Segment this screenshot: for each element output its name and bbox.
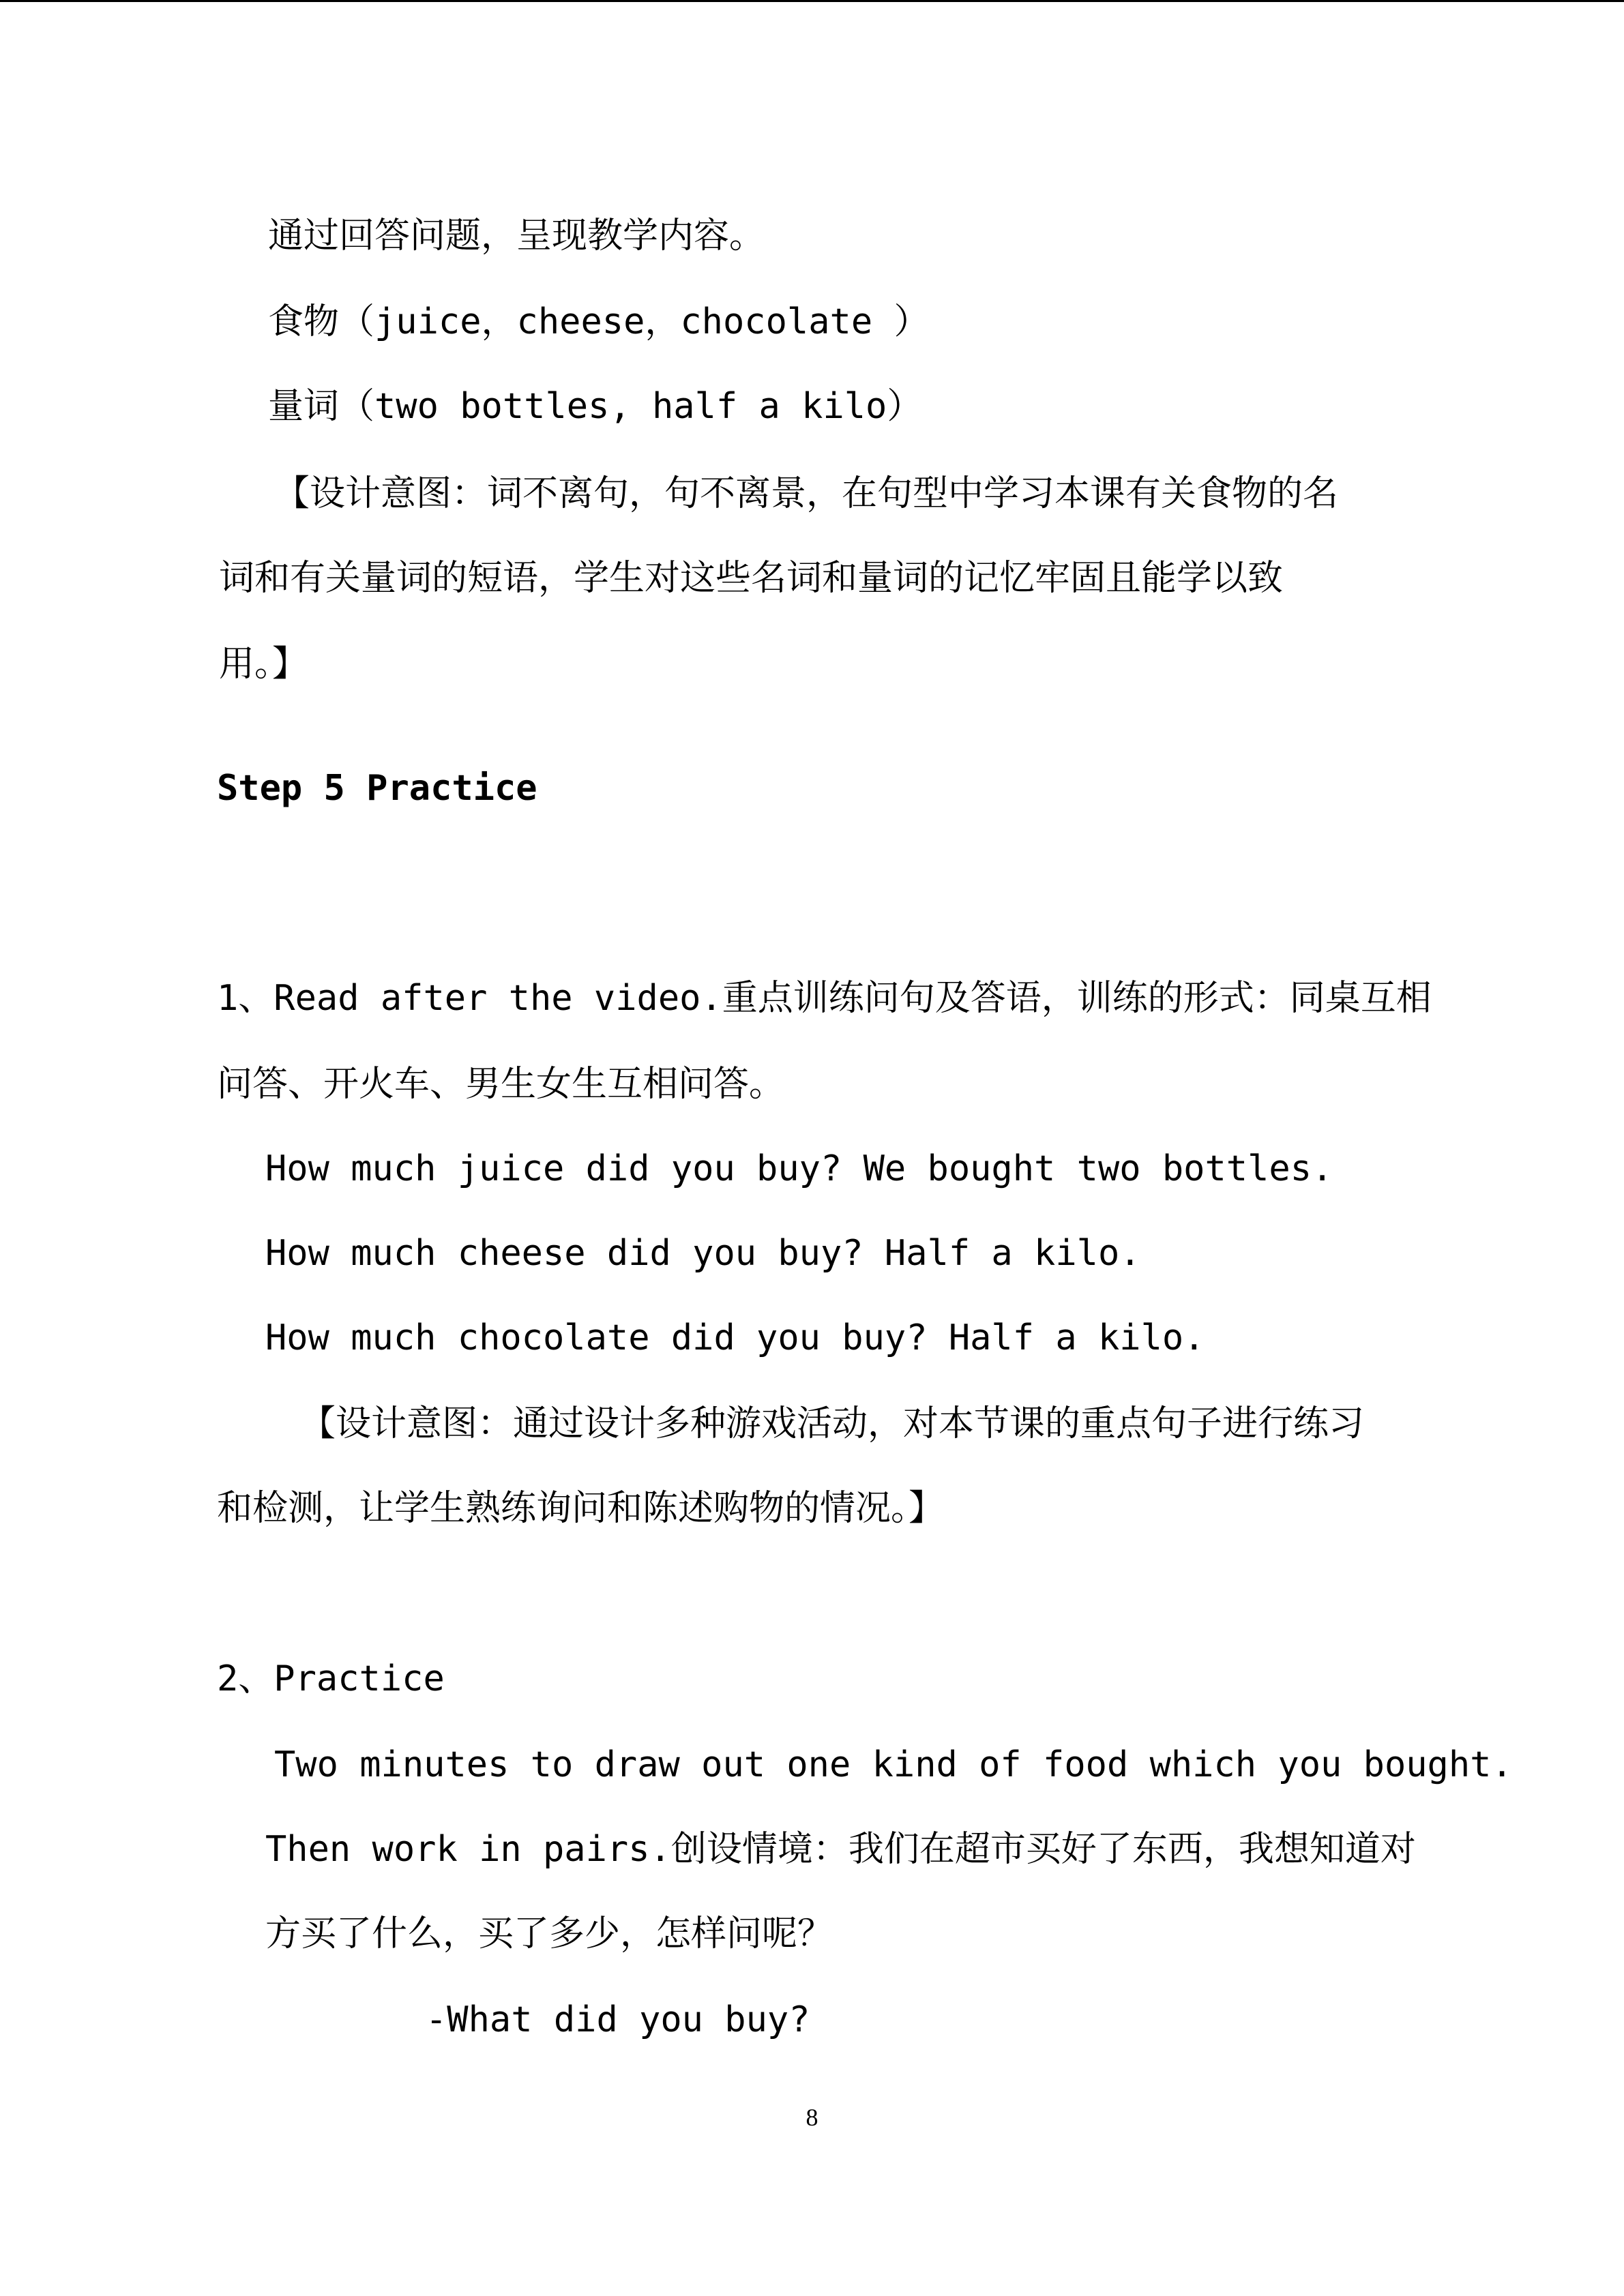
intro-line: 通过回答问题，呈现教学内容。 bbox=[268, 215, 765, 256]
item-1-line-2: 问答、开火车、男生女生互相问答。 bbox=[217, 1064, 785, 1105]
page-number: 8 bbox=[806, 2104, 818, 2131]
food-nouns-line: 食物（juice，cheese，chocolate ） bbox=[268, 301, 930, 342]
dialogue-cheese: How much cheese did you buy? Half a kilo. bbox=[265, 1233, 1141, 1274]
dialogue-juice: How much juice did you buy? We bought two bottles. bbox=[265, 1148, 1333, 1189]
question-line: -What did you buy? bbox=[426, 1999, 810, 2040]
item-2-line-1: Two minutes to draw out one kind of food which you bought. bbox=[274, 1744, 1513, 1785]
item-2-heading: 2、Practice bbox=[217, 1658, 445, 1699]
page-top-border bbox=[0, 0, 1624, 2]
item-2-line-2: Then work in pairs.创设情境：我们在超市买好了东西，我想知道对 bbox=[265, 1829, 1416, 1870]
item-1-line-1: 1、Read after the video.重点训练问句及答语，训练的形式：同桌互相 bbox=[217, 978, 1432, 1019]
measure-words-line: 量词（two bottles, half a kilo） bbox=[268, 386, 923, 427]
design-note-1-line-3: 用。】 bbox=[219, 644, 308, 685]
design-note-2-line-1: 【设计意图：通过设计多种游戏活动，对本节课的重点句子进行练习 bbox=[300, 1403, 1365, 1444]
design-note-1-line-1: 【设计意图：词不离句，句不离景，在句型中学习本课有关食物的名 bbox=[274, 473, 1339, 514]
item-2-line-3: 方买了什么，买了多少，怎样问呢？ bbox=[265, 1913, 833, 1954]
design-note-1-line-2: 词和有关量词的短语，学生对这些名词和量词的记忆牢固且能学以致 bbox=[219, 558, 1284, 599]
dialogue-chocolate: How much chocolate did you buy? Half a kilo. bbox=[265, 1317, 1205, 1358]
design-note-2-line-2: 和检测，让学生熟练询问和陈述购物的情况。】 bbox=[217, 1488, 945, 1529]
step-heading: Step 5 Practice bbox=[217, 768, 537, 809]
